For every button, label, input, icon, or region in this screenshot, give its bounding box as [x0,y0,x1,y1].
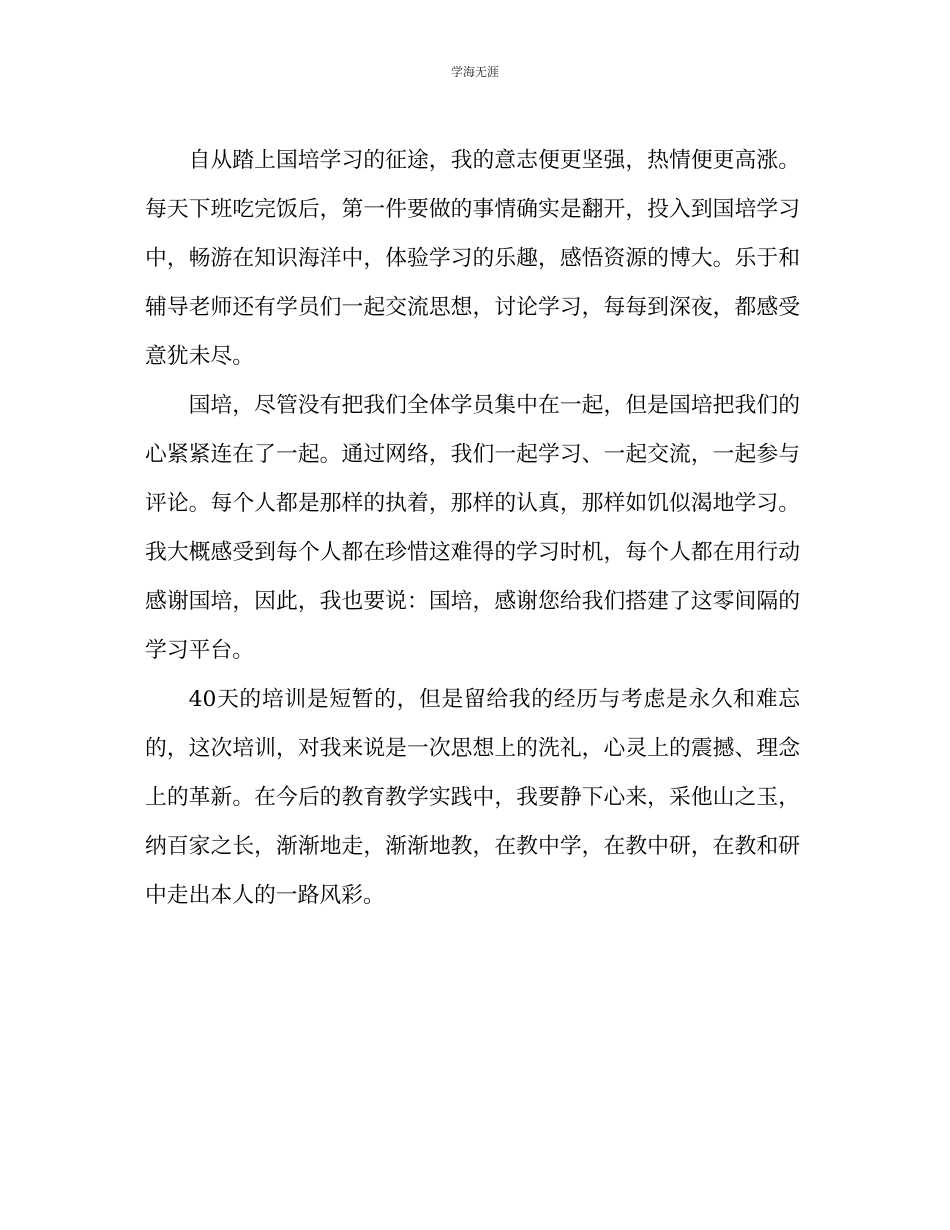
paragraph-3: 40天的培训是短暂的，但是留给我的经历与考虑是永久和难忘的，这次培训，对我来说是一次思想上的洗礼，心灵上的震撼、理念上的革新。在今后的教育教学实践中，我要静下心来，采他山之玉，纳百家之长，渐渐地走，渐渐地教，在教中学，在教中研，在教和研中走出本人的一路风彩。 [145,687,800,908]
page-header: 学海无涯 [450,65,499,79]
paragraph-1: 自从踏上国培学习的征途，我的意志便更坚强，热情便更高涨。每天下班吃完饭后，第一件要做的事情确实是翻开，投入到国培学习中，畅游在知识海洋中，体验学习的乐趣，感悟资源的博大。乐于和辅导老师还有学员们一起交流思想，讨论学习，每每到深夜，都感受意犹未尽。 [145,148,800,369]
document-body [145,136,800,920]
paragraph-2: 国培，尽管没有把我们全体学员集中在一起，但是国培把我们的心紧紧连在了一起。通过网络，我们一起学习、一起交流，一起参与评论。每个人都是那样的执着，那样的认真，那样如饥似渴地学习。我大概感受到每个人都在珍惜这难得的学习时机，每个人都在用行动感谢国培，因此，我也要说：国培，感谢您给我们搭建了这零间隔的学习平台。 [145,393,800,663]
